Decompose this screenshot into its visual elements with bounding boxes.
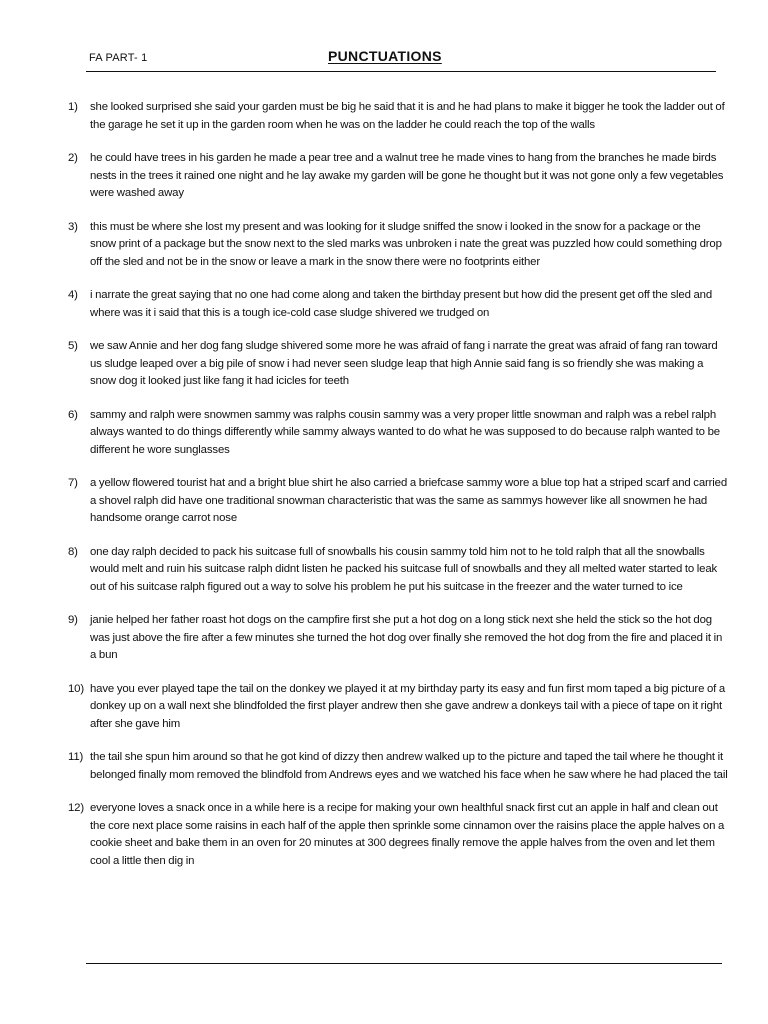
item-number: 3): [68, 220, 78, 233]
item-number: 10): [68, 682, 85, 695]
item-text: one day ralph decided to pack his suitcase full of snowballs his cousin sammy told him not to he told ralph that all the snowballs would melt and ruin his suitcase ralph didnt listen he packed his suitcase full of snowballs and they all melted water started to leak out of his suitcase ralph figured out a way to solve his problem he put his suitcase in the freezer and the water turned to ice: [90, 545, 718, 593]
list-item: [68, 150, 728, 203]
item-number: 9): [68, 614, 78, 626]
list-item: [68, 749, 728, 784]
item-text: a yellow flowered tourist hat and a bright blue shirt he also carried a briefcase sammy wore a blue top hat a striped scarf and carried a shovel ralph did have one traditional snowman characteristic that was the same as sammys however like all snowmen he had handsome orange carrot nose: [90, 477, 728, 524]
page-title: PUNCTUATIONS: [328, 48, 442, 64]
item-text: janie helped her father roast hot dogs on the campfire first she put a hot dog on a long stick next she held the stick so the hot dog was just above the fire after a few minutes she turned the hot dog over finally she removed the hot dog from the fire and placed it in a bun: [90, 614, 723, 661]
header-left-label: FA PART- 1: [89, 52, 148, 64]
item-text: the tail she spun him around so that he got kind of dizzy then andrew walked up to the picture and taped the tail where he thought it belonged finally mom removed the blindfold from Andrews eyes and we watched his face when he saw where he had placed the tail: [90, 751, 728, 781]
page-header: [86, 46, 716, 72]
item-text: i narrate the great saying that no one had come along and taken the birthday present but how did the present get off the sled and where was it i said that this is a tough ice-cold case sludge shivered we trudged on: [90, 289, 713, 319]
item-number: 11): [68, 751, 84, 763]
list-item: [68, 338, 728, 391]
list-item: [68, 407, 728, 460]
item-text: sammy and ralph were snowmen sammy was ralphs cousin sammy was a very proper little snowman and ralph was a rebel ralph always wanted to do things differently while sammy always wanted to do what he was supposed to do because ralph wanted to be different he wore sunglasses: [90, 408, 720, 456]
item-number: 7): [68, 477, 78, 489]
item-text: everyone loves a snack once in a while here is a recipe for making your own healthful snack first cut an apple in half and clean out the core next place some raisins in each half of the apple then sprinkle some cinnamon over the raisins place the apple halves on a cookie sheet and bake them in an oven for 20 minutes at 300 degrees finally remove the apple halves from the oven and let them cool a little then dig in: [90, 802, 725, 867]
list-item: [68, 475, 728, 528]
item-text: have you ever played tape the tail on the donkey we played it at my birthday party its easy and fun first mom taped a big picture of a donkey up on a wall next she blindfolded the first player andrew then she gave andrew a donkeys tail with a piece of tape on it right after she gave him: [90, 682, 726, 730]
exercise-list: [68, 99, 728, 870]
item-text: we saw Annie and her dog fang sludge shivered some more he was afraid of fang i narrate the great was afraid of fang ran toward us sludge leaped over a big pile of snow i had never seen sludge leap that high Annie said fang is so friendly she was making a snow dog it looked just like fang it had icicles for teeth: [90, 340, 718, 387]
list-item: [68, 99, 728, 134]
item-text: she looked surprised she said your garden must be big he said that it is and he had plans to make it bigger he took the ladder out of the garage he set it up in the garden room when he was on the ladder he could reach the top of the walls: [90, 101, 725, 131]
footer-divider: [86, 963, 722, 964]
list-item: [68, 612, 728, 665]
list-item: [68, 219, 728, 272]
item-number: 1): [68, 101, 78, 113]
item-text: he could have trees in his garden he made a pear tree and a walnut tree he made vines to hang from the branches he made birds nests in the trees it rained one night and he lay awake my garden will be gone he thought but it was not gone only a few vegetables were washed away: [90, 152, 724, 199]
list-item: [68, 544, 728, 597]
item-text: this must be where she lost my present and was looking for it sludge sniffed the snow i looked in the snow for a package or the snow print of a package but the snow next to the sled marks was unbroken i nate the great was puzzled how could something drop off the sled and not be in the snow or leave a mark in the snow there were no footprints either: [90, 220, 722, 268]
header-divider: [86, 71, 716, 72]
item-number: 2): [68, 152, 78, 164]
list-item: [68, 287, 728, 322]
list-item: [68, 800, 728, 870]
item-number: 4): [68, 289, 78, 301]
item-number: 6): [68, 408, 78, 421]
list-item: [68, 681, 728, 734]
item-number: 12): [68, 802, 85, 814]
item-number: 5): [68, 340, 78, 352]
item-number: 8): [68, 545, 78, 558]
